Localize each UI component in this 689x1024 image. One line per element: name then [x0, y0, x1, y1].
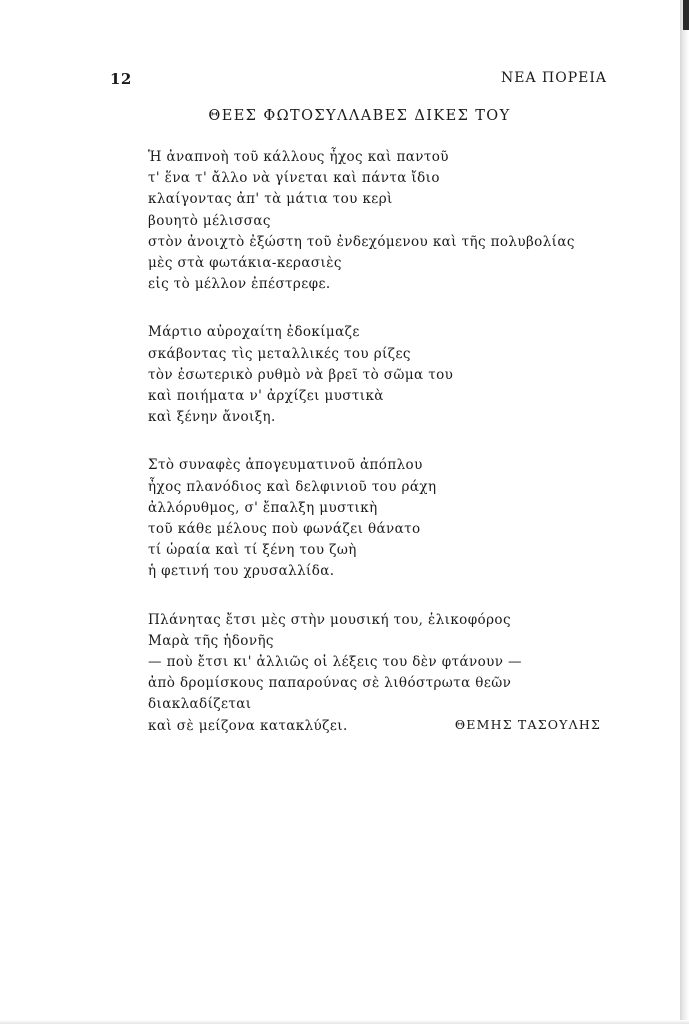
poem-line: διακλαδίζεται — [148, 696, 252, 713]
poem-line: κλαίγοντας ἀπ' τὰ μάτια του κερὶ — [148, 191, 393, 208]
poem-line: καὶ ξένην ἄνοιξη. — [148, 409, 276, 426]
poem-line: μὲς στὰ φωτάκια-κερασιὲς — [148, 255, 342, 272]
poem-line: ἡ φετινή του χρυσαλλίδα. — [148, 563, 335, 580]
poem-line: — ποὺ ἔτσι κι' ἀλλιῶς οἱ λέξεις του δὲν φτάνουν — — [148, 654, 522, 671]
poem-line: ἦχος πλανόδιος καὶ δελφινιοῦ του ράχη — [148, 478, 437, 495]
poem-body — [148, 147, 608, 764]
poem-line: βουητὸ μέλισσας — [148, 212, 271, 229]
poem-line: Μαρὰ τῆς ἡδονῆς — [148, 632, 274, 649]
poem-line: Ἡ ἀναπνοὴ τοῦ κάλλους ἦχος καὶ παντοῦ — [148, 149, 449, 165]
poem-line: σκάβοντας τὶς μεταλλικές του ρίζες — [148, 345, 411, 362]
poem-line: τί ὡραία καὶ τί ξένη του ζωὴ — [148, 542, 357, 559]
poem-line: ἀπὸ δρομίσκους παπαρούνας σὲ λιθόστρωτα θεῶν — [148, 675, 512, 692]
poem-line: καὶ σὲ μείζονα κατακλύζει. — [148, 717, 348, 734]
poem-author: ΘΕΜΗΣ ΤΑΣΟΥΛΗΣ — [454, 717, 601, 732]
scan-page-edge — [680, 0, 689, 1024]
journal-running-title: ΝΕΑ ΠΟΡΕΙΑ — [501, 70, 607, 86]
poem-line: καὶ ποιήματα ν' ἀρχίζει μυστικὰ — [148, 388, 384, 405]
poem-line: εἰς τὸ μέλλον ἐπέστρεφε. — [148, 276, 331, 293]
stanza-1 — [148, 147, 608, 295]
poem-line: Πλάνητας ἔτσι μὲς στὴν μουσική του, ἑλικοφόρος — [148, 611, 511, 628]
poem-line: στὸν ἀνοιχτὸ ἐξώστη τοῦ ἐνδεχόμενου καὶ τῆς πολυβολίας — [148, 233, 575, 250]
scan-edge-mark — [683, 0, 689, 30]
stanza-2 — [148, 322, 608, 428]
poem-line: τ' ἕνα τ' ἄλλο νὰ γίνεται καὶ πάντα ἴδιο — [148, 170, 440, 187]
poem-line: τὸν ἐσωτερικὸ ρυθμὸ νὰ βρεῖ τὸ σῶμα του — [148, 366, 454, 383]
scan-bottom-edge — [0, 1020, 689, 1024]
poem-line: Μάρτιο αὐροχαίτη ἐδοκίμαζε — [148, 324, 360, 341]
poem-title: ΘΕΕΣ ΦΩΤΟΣΥΛΛΑΒΕΣ ΔΙΚΕΣ ΤΟΥ — [208, 108, 511, 124]
poem-line: ἀλλόρυθμος, σ' ἔπαλξη μυστικὴ — [148, 499, 378, 516]
stanza-3 — [148, 455, 608, 582]
poem-line: τοῦ κάθε μέλους ποὺ φωνάζει θάνατο — [148, 521, 421, 538]
poem-line: Στὸ συναφὲς ἀπογευματινοῦ ἀπόπλου — [148, 457, 423, 474]
page-number: 12 — [110, 70, 132, 88]
